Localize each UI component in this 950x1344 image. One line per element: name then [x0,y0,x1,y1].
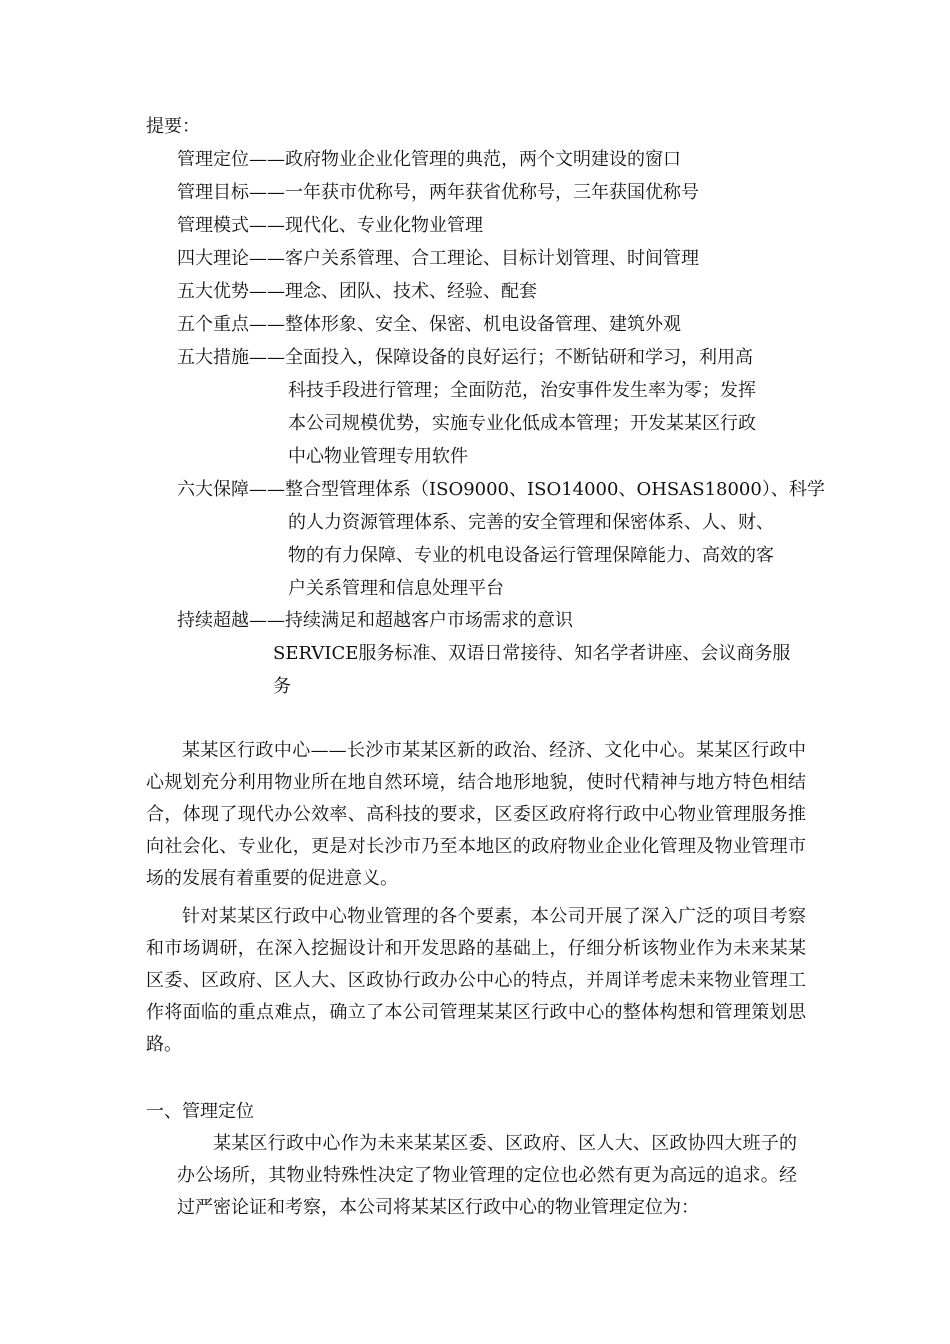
summary-item-advantages: 五大优势——理念、团队、技术、经验、配套 [177,281,537,302]
summary-service-line-2: 务 [273,676,291,697]
summary-service-line-1: SERVICE服务标准、双语日常接待、知名学者讲座、会议商务服 [273,643,791,664]
intro-paragraph-2: 针对某某区行政中心物业管理的各个要素，本公司开展了深入广泛的项目考察和市场调研，在深入挖掘设计和开发思路的基础上，仔细分析该物业作为未来某某区委、区政府、区人大、区政协行政办公中心的特点，并周详考虑未来物业管理工作将面临的重点难点，确立了本公司管理某某区行政中心的整体构想和管理策划思路。 [146,906,806,1055]
summary-item-mode: 管理模式——现代化、专业化物业管理 [177,215,483,236]
summary-guarantees-cont-1: 的人力资源管理体系、完善的安全管理和保密体系、人、财、 [288,512,774,533]
section-heading: 一、管理定位 [146,1101,254,1122]
summary-item-theories: 四大理论——客户关系管理、合工理论、目标计划管理、时间管理 [177,248,699,269]
summary-guarantees-cont-3: 户关系管理和信息处理平台 [288,578,504,599]
summary-item-surpass: 持续超越——持续满足和超越客户市场需求的意识 [177,610,573,631]
summary-item-measures: 五大措施——全面投入，保障设备的良好运行；不断钻研和学习，利用高 [177,347,753,368]
summary-item-positioning: 管理定位——政府物业企业化管理的典范，两个文明建设的窗口 [177,149,681,170]
summary-item-focus: 五个重点——整体形象、安全、保密、机电设备管理、建筑外观 [177,314,681,335]
summary-item-goals: 管理目标——一年获市优称号，两年获省优称号，三年获国优称号 [177,182,699,203]
summary-guarantees-cont-2: 物的有力保障、专业的机电设备运行管理保障能力、高效的客 [288,545,774,566]
intro-paragraph-1: 某某区行政中心——长沙市某某区新的政治、经济、文化中心。某某区行政中心规划充分利用物业所在地自然环境，结合地形地貌，使时代精神与地方特色相结合，体现了现代办公效率、高科技的要求，区委区政府将行政中心物业管理服务推向社会化、专业化，更是对长沙市乃至本地区的政府物业企业化管理及物业管理市场的发展有着重要的促进意义。 [146,740,806,889]
summary-measures-cont-1: 科技手段进行管理；全面防范，治安事件发生率为零；发挥 [288,380,756,401]
section-paragraph: 某某区行政中心作为未来某某区委、区政府、区人大、区政协四大班子的办公场所，其物业特殊性决定了物业管理的定位也必然有更为高远的追求。经过严密论证和考察，本公司将某某区行政中心的物业管理定位为： [177,1133,797,1218]
summary-measures-cont-2: 本公司规模优势，实施专业化低成本管理；开发某某区行政 [288,413,756,434]
summary-label: 提要： [146,116,200,137]
summary-item-guarantees: 六大保障——整合型管理体系（ISO9000、ISO14000、OHSAS18000）、科学 [177,479,825,500]
summary-measures-cont-3: 中心物业管理专用软件 [288,446,468,467]
